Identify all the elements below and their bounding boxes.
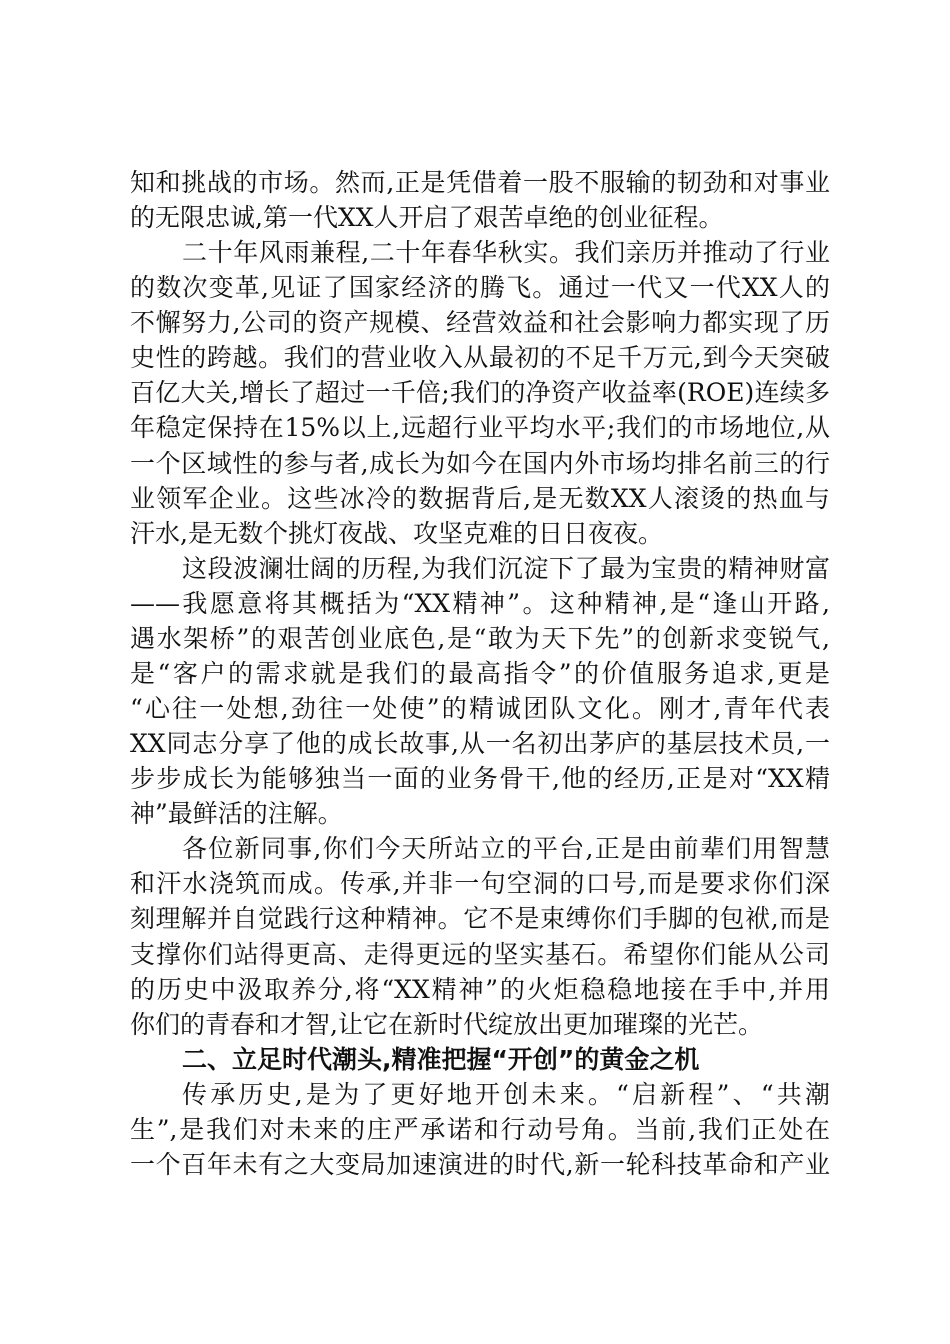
text-line: “心往一处想,劲往一处使”的精诚团队文化。刚才,青年代表 <box>130 694 830 724</box>
text-line: 汗水,是无数个挑灯夜战、攻坚克难的日日夜夜。 <box>130 518 663 548</box>
text-line: 一个百年未有之大变局加速演进的时代,新一轮科技革命和产业 <box>130 1149 830 1179</box>
text-line: 的数次变革,见证了国家经济的腾飞。通过一代又一代XX人的 <box>130 273 830 303</box>
text-line: 支撑你们站得更高、走得更远的坚实基石。希望你们能从公司 <box>130 939 830 969</box>
text-line: 神”最鲜活的注解。 <box>130 799 343 829</box>
text-line: 二、立足时代潮头,精准把握“开创”的黄金之机 <box>182 1044 700 1074</box>
text-line: 是“客户的需求就是我们的最高指令”的价值服务追求,更是 <box>130 658 830 688</box>
text-line: 业领军企业。这些冰冷的数据背后,是无数XX人滚烫的热血与 <box>130 483 830 513</box>
text-line: 百亿大关,增长了超过一千倍;我们的净资产收益率(ROE)连续多 <box>130 378 830 408</box>
text-line: 刻理解并自觉践行这种精神。它不是束缚你们手脚的包袱,而是 <box>130 904 830 934</box>
text-line: 知和挑战的市场。然而,正是凭借着一股不服输的韧劲和对事业 <box>130 168 830 197</box>
text-line: 各位新同事,你们今天所站立的平台,正是由前辈们用智慧 <box>182 834 830 864</box>
text-line: 和汗水浇筑而成。传承,并非一句空洞的口号,而是要求你们深 <box>130 869 830 899</box>
text-line: 年稳定保持在15%以上,远超行业平均水平;我们的市场地位,从 <box>130 413 830 443</box>
text-line: 步步成长为能够独当一面的业务骨干,他的经历,正是对“XX精 <box>130 764 830 794</box>
text-line: 遇水架桥”的艰苦创业底色,是“敢为天下先”的创新求变锐气, <box>130 623 830 653</box>
text-line: 的无限忠诚,第一代XX人开启了艰苦卓绝的创业征程。 <box>130 203 724 233</box>
text-line: 不懈努力,公司的资产规模、经营效益和社会影响力都实现了历 <box>130 308 830 338</box>
text-line: 史性的跨越。我们的营业收入从最初的不足千万元,到今天突破 <box>130 343 830 373</box>
text-line: XX同志分享了他的成长故事,从一名初出茅庐的基层技术员,一 <box>130 729 830 759</box>
text-line: 传承历史,是为了更好地开创未来。“启新程”、“共潮 <box>182 1079 830 1109</box>
text-line: 二十年风雨兼程,二十年春华秋实。我们亲历并推动了行业 <box>182 238 830 268</box>
text-line: 你们的青春和才智,让它在新时代绽放出更加璀璨的光芒。 <box>130 1009 763 1039</box>
text-line: 这段波澜壮阔的历程,为我们沉淀下了最为宝贵的精神财富 <box>182 553 830 583</box>
text-line: ——我愿意将其概括为“XX精神”。这种精神,是“逢山开路, <box>130 588 830 618</box>
text-line: 一个区域性的参与者,成长为如今在国内外市场均排名前三的行 <box>130 448 830 478</box>
text-line: 生”,是我们对未来的庄严承诺和行动号角。当前,我们正处在 <box>130 1114 830 1144</box>
text-line: 的历史中汲取养分,将“XX精神”的火炬稳稳地接在手中,并用 <box>130 974 830 1004</box>
